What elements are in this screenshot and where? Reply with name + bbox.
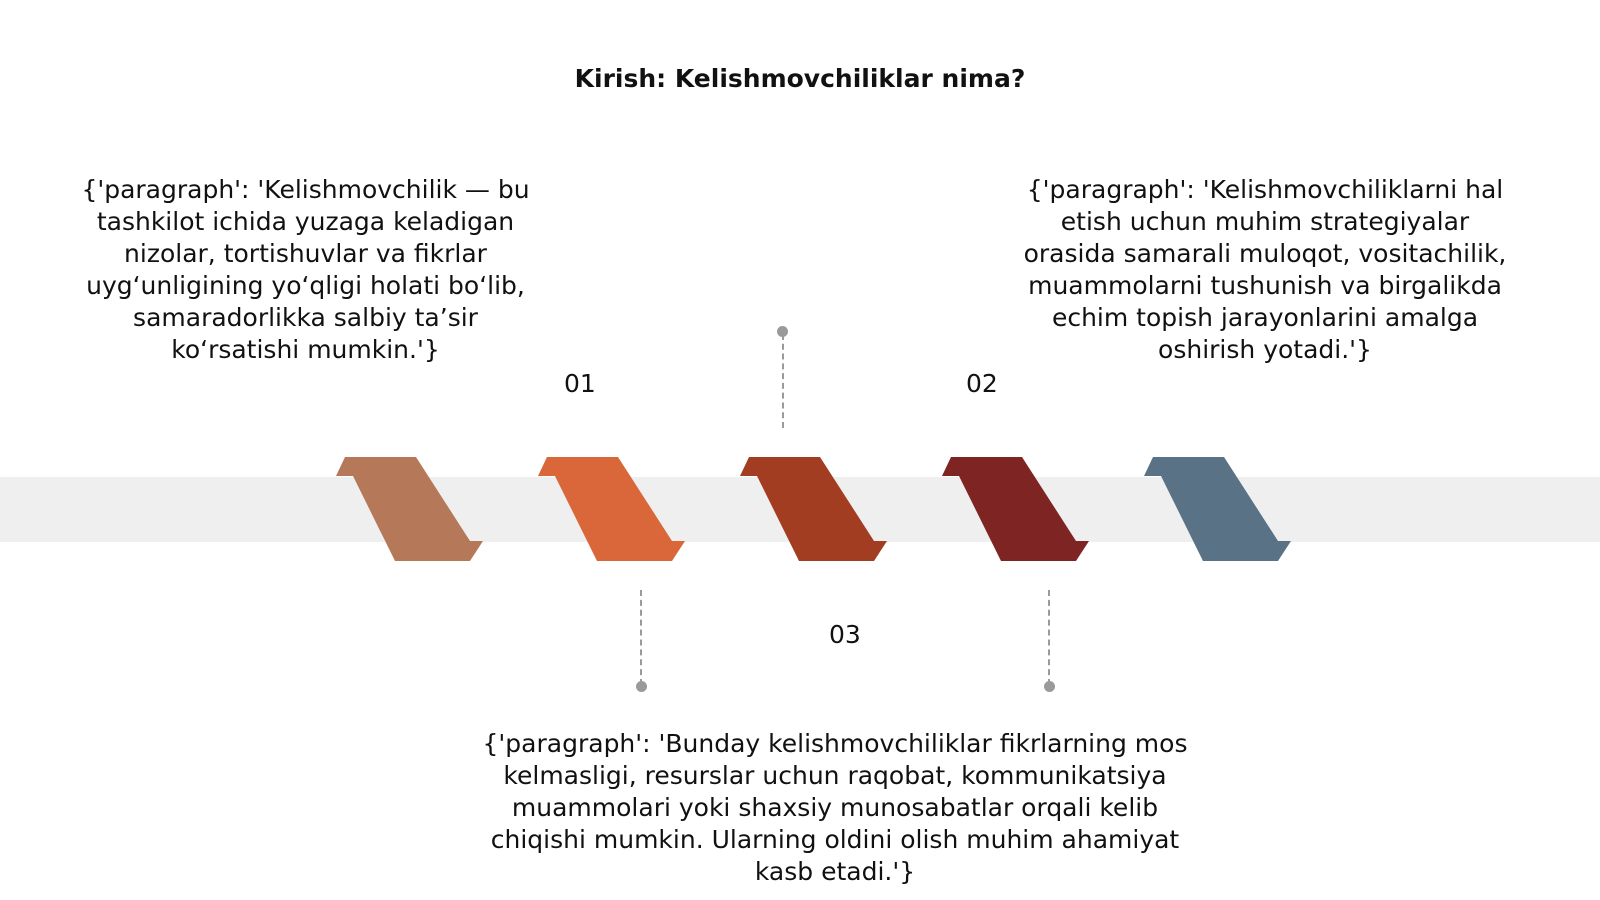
slide-title: Kirish: Kelishmovchiliklar nima? — [574, 64, 1026, 93]
connector-top-dot — [777, 326, 788, 337]
step-1-text: {'paragraph': 'Kelishmovchilik — bu tashkilot ichida yuzaga keladigan nizolar, tortishuvlar va fikrlar uyg‘unligining yo‘qligi holati bo‘lib, samaradorlikka salbiy ta’sir ko‘rsatishi mumkin.'} — [81, 175, 530, 364]
step-3-text: {'paragraph': 'Bunday kelishmovchiliklar fikrlarning mos kelmasligi, resurslar uchun raqobat, kommunikatsiya muammolari yoki shaxsiy munosabatlar orqali kelib chiqishi mumkin. Ularning oldini olish muhim ahamiyat kasb etadi.'} — [482, 729, 1188, 886]
connector-top — [782, 334, 784, 428]
step-3-number: 03 — [829, 620, 861, 649]
arrow-3 — [740, 457, 887, 561]
step-1-number: 01 — [564, 369, 596, 398]
connector-bottom-left-dot — [636, 681, 647, 692]
step-2-number: 02 — [966, 369, 998, 398]
arrow-2 — [538, 457, 685, 561]
connector-bottom-left — [640, 590, 642, 685]
arrow-5 — [1144, 457, 1291, 561]
connector-bottom-right-dot — [1044, 681, 1055, 692]
step-2-text: {'paragraph': 'Kelishmovchiliklarni hal etish uchun muhim strategiyalar orasida samarali muloqot, vositachilik, muammolarni tushunish va birgalikda echim topish jarayonlarini amalga oshirish yotadi.'} — [1023, 175, 1507, 364]
arrow-4 — [942, 457, 1089, 561]
connector-bottom-right — [1048, 590, 1050, 685]
arrow-1 — [336, 457, 483, 561]
